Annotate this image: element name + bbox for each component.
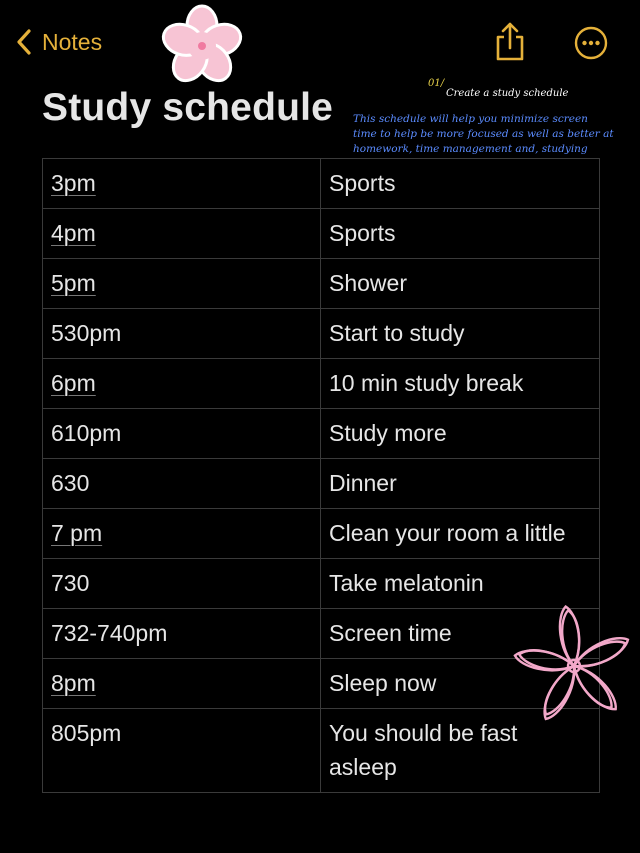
table-row[interactable] — [43, 409, 600, 459]
activity-cell[interactable] — [321, 159, 600, 209]
time-cell[interactable] — [43, 509, 321, 559]
chevron-left-icon — [16, 28, 32, 56]
time-text: 630 — [51, 470, 90, 496]
time-cell[interactable] — [43, 309, 321, 359]
time-text: 805pm — [51, 720, 122, 746]
time-cell[interactable] — [43, 359, 321, 409]
activity-text: 10 min study break — [329, 370, 524, 396]
back-label: Notes — [42, 28, 103, 55]
activity-text: Sports — [329, 170, 396, 196]
time-text: 730 — [51, 570, 90, 596]
activity-text: Dinner — [329, 470, 397, 496]
activity-text: Start to study — [329, 320, 465, 346]
time-cell[interactable] — [43, 609, 321, 659]
table-row[interactable] — [43, 259, 600, 309]
back-button[interactable] — [16, 24, 102, 60]
ellipsis-circle-icon — [574, 26, 608, 60]
time-text: 8pm — [51, 670, 96, 696]
time-cell[interactable] — [43, 259, 321, 309]
activity-text: Study more — [329, 420, 447, 446]
table-row[interactable] — [43, 359, 600, 409]
doodle-flower-icon — [500, 600, 640, 735]
activity-cell[interactable] — [321, 359, 600, 409]
table-row[interactable] — [43, 459, 600, 509]
time-text: 6pm — [51, 370, 96, 396]
overlay-heading: Create a study schedule — [446, 88, 569, 99]
time-text: 732-740pm — [51, 620, 168, 646]
time-cell[interactable] — [43, 559, 321, 609]
time-cell[interactable] — [43, 409, 321, 459]
time-text: 530pm — [51, 320, 122, 346]
activity-cell[interactable] — [321, 459, 600, 509]
time-text: 7 pm — [51, 520, 103, 546]
share-icon — [492, 20, 528, 64]
note-title: Study schedule — [42, 86, 334, 129]
time-cell[interactable] — [43, 459, 321, 509]
overlay-number: 01/ — [428, 78, 445, 89]
activity-cell[interactable] — [321, 409, 600, 459]
navigation-bar — [0, 0, 640, 86]
time-text: 4pm — [51, 220, 96, 246]
more-options-button[interactable] — [574, 26, 608, 60]
activity-cell[interactable] — [321, 309, 600, 359]
time-cell[interactable] — [43, 209, 321, 259]
activity-text: Sleep now — [329, 670, 437, 696]
activity-text: Screen time — [329, 620, 452, 646]
time-text: 610pm — [51, 420, 122, 446]
table-row[interactable] — [43, 509, 600, 559]
time-text: 3pm — [51, 170, 96, 196]
table-row[interactable] — [43, 159, 600, 209]
activity-text: You should be fast asleep — [329, 720, 518, 780]
activity-text: Clean your room a little — [329, 520, 566, 546]
share-button[interactable] — [492, 20, 528, 64]
activity-text: Take melatonin — [329, 570, 484, 596]
activity-cell[interactable] — [321, 259, 600, 309]
activity-text: Shower — [329, 270, 407, 296]
time-text: 5pm — [51, 270, 96, 296]
activity-cell[interactable] — [321, 509, 600, 559]
activity-cell[interactable] — [321, 209, 600, 259]
table-row[interactable] — [43, 209, 600, 259]
time-cell[interactable] — [43, 709, 321, 793]
overlay-description: This schedule will help you minimize screen time to help be more focused as well as better at homework, time management and, studying — [353, 113, 614, 155]
pink-flower-sticker-icon — [156, 4, 246, 84]
table-row[interactable] — [43, 309, 600, 359]
time-cell[interactable] — [43, 659, 321, 709]
activity-text: Sports — [329, 220, 396, 246]
time-cell[interactable] — [43, 159, 321, 209]
